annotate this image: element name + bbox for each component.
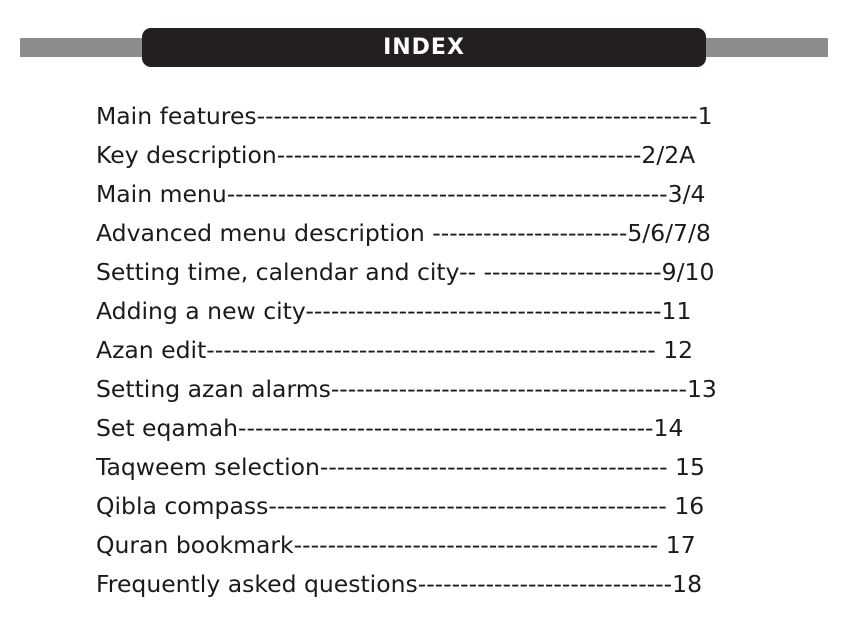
toc-entry-taqweem-selection: Taqweem selection----------------------------------------- 15: [96, 453, 705, 481]
toc-entry-faq: Frequently asked questions------------------------------18: [96, 570, 703, 598]
table-of-contents: [96, 97, 717, 604]
index-title: INDEX: [383, 35, 465, 60]
toc-entry-qibla-compass: Qibla compass----------------------------------------------- 16: [96, 492, 705, 520]
toc-entry-main-menu: Main menu----------------------------------------------------3/4: [96, 180, 706, 208]
header-banner: [142, 28, 706, 67]
toc-entry-quran-bookmark: Quran bookmark------------------------------------------- 17: [96, 531, 696, 559]
toc-entry-setting-azan-alarms: Setting azan alarms------------------------------------------13: [96, 375, 717, 403]
toc-entry-setting-time-calendar-city: Setting time, calendar and city-- ---------------------9/10: [96, 258, 715, 286]
toc-entry-main-features: Main features----------------------------------------------------1: [96, 102, 713, 130]
toc-entry-key-description: Key description-------------------------------------------2/2A: [96, 141, 696, 169]
toc-entry-adding-new-city: Adding a new city------------------------------------------11: [96, 297, 692, 325]
toc-entry-advanced-menu-description: Advanced menu description -----------------------5/6/7/8: [96, 219, 711, 247]
toc-entry-azan-edit: Azan edit----------------------------------------------------- 12: [96, 336, 694, 364]
toc-entry-set-eqamah: Set eqamah-------------------------------------------------14: [96, 414, 684, 442]
